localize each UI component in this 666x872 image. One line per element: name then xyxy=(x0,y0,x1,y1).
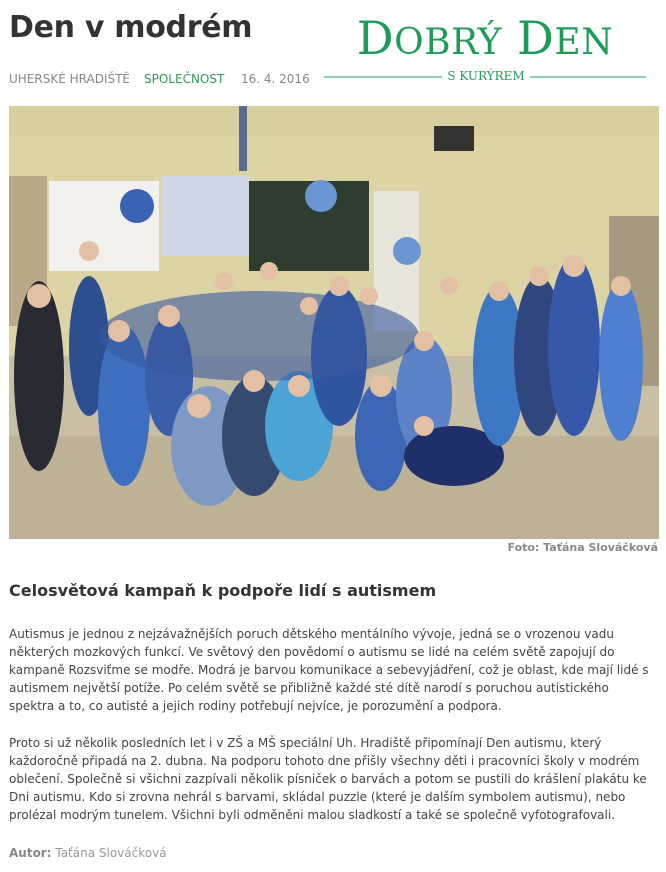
article-paragraph-2: Proto si už několik posledních let i v ZŠ a MŠ speciální Uh. Hradiště připomínají Den autismu, který každoročně připadá na 2. dubna. Na podporu tohoto dne přišly všechny děti i pracovníci školy v modrém oblečení. Společně si všichni zazpívali několik písniček o barvách a potom se pustili do krášlení plakátu ke Dni autismu. Kdo si zrovna nehrál s barvami, skládal puzzle (které je dalším symbolem autismu), nebo prolézal modrým tunelem. Všichni byli odměněni malou sladkostí a také se společně vyfotografovali. xyxy=(9,736,647,822)
photo-caption: Foto: Taťána Slováčková xyxy=(507,541,658,554)
logo-rule-right xyxy=(530,76,646,78)
author-name: Taťána Slováčková xyxy=(55,846,167,860)
publish-date: 16. 4. 2016 xyxy=(241,72,310,86)
article-author xyxy=(9,846,167,860)
group-photo-illustration xyxy=(9,106,659,539)
region-link[interactable]: UHERSKÉ HRADIŠTĚ xyxy=(9,72,131,86)
page-title: Den v modrém xyxy=(9,10,253,45)
article-subtitle: Celosvětová kampaň k podpoře lidí s autismem xyxy=(9,581,437,600)
logo-tagline: S KURÝREM xyxy=(447,69,525,83)
category-link[interactable]: SPOLEČNOST xyxy=(144,72,225,86)
logo-rule-left xyxy=(324,76,442,78)
logo-wordmark: DOBRÝ DEN xyxy=(356,11,614,65)
author-label: Autor: xyxy=(9,846,52,860)
article-photo xyxy=(9,106,659,539)
article-paragraph-1: Autismus je jednou z nejzávažnějších poruch dětského mentálního vývoje, jedná se o vrozenou vadu některých mozkových funkcí. Ve světový den povědomí o autismu se lidé na celém světě zapojují do kampaně Rozsviťme se modře. Modrá je barvou komunikace a sebevyjádření, což je oblast, kde mají lidé s autismem největší potíže. Po celém světě se přibližně každé sté dítě narodí s poruchou autistického spektra a to, co autisté a jejich rodiny potřebují nejvíce, je porozumění a podpora. xyxy=(9,627,649,713)
site-logo[interactable] xyxy=(320,8,650,93)
